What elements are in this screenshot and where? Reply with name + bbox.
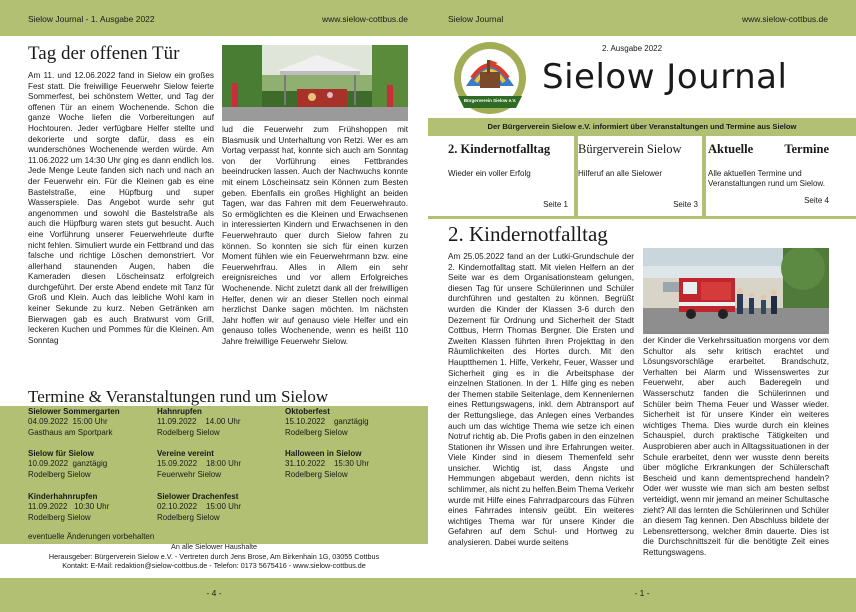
- left-header-band: [0, 0, 428, 36]
- right-article-col1: [448, 252, 634, 576]
- left-article-title: Tag der offenen Tür: [28, 43, 180, 64]
- event-date-time: 15.09.2022 18:00 Uhr: [157, 459, 242, 469]
- left-footer-band: [0, 578, 428, 612]
- event-item: [28, 407, 153, 449]
- right-article-title: 2. Kindernotfalltag: [448, 222, 608, 246]
- event-place: Rodelberg Sielow: [157, 427, 220, 437]
- event-place: Rodelberg Sielow: [28, 512, 91, 522]
- teaser-page: Seite 3: [673, 200, 698, 209]
- masthead: Sielow Journal: [542, 57, 788, 97]
- teaser-title: Bürgerverein Sielow: [578, 142, 682, 156]
- events-column-1: [28, 407, 153, 523]
- event-place: Rodelberg Sielow: [157, 512, 220, 522]
- right-header-band: [428, 0, 856, 36]
- event-item: [285, 407, 410, 449]
- event-name: Vereine vereint: [157, 449, 214, 458]
- left-article-col2-text: lud die Feuerwehr zum Frühshoppen mit Blasmusik und Unterhaltung von Retzi. Wer es am Vortag verpasst hat, konnte sich auch am Sonntag von der Vorführung eines Fettbrandes beeindrucken lassen. Auch der Nachwuchs konnte mit einem Löscheinsatz sein Können zum Besten geben. Ebenfalls ein großes Highlight an beiden Tagen, war das Fahren mit dem Feuerwehrauto. So ermöglichten es die Kleinen und Erwachsenen in interessierten Kindern und Erwachsenen in den Feuerwehrauto quer durch Sielow fahren zu können. So konnten sie sich für einen kurzen Moment fühlen wie ein Feuerwehrmann bzw. eine Feuerwehrfrau. Alles in Allem ein sehr ereignisreiches und vor allem Erfolgreiches Wochenende. Nicht zuletzt dank all der freiwilligen Helfer, denen wir an dieser Stellen noch einmal herzlichst Danke sagen möchten. Im nächsten Jahr hoffen wir auf genauso viele Helfer und ein genauso tolles Wochenende, wenn es heißt 110 Jahre freiwillige Feuerwehr Sielow.: [222, 125, 408, 346]
- event-name: Oktoberfest: [285, 407, 330, 416]
- left-footer: [0, 542, 428, 571]
- footer-line-2: Kontakt: E-Mail: redaktion@sielow-cottbus.de - Telefon: 0173 5675416 - www.sielow-cottbus.de: [62, 561, 366, 570]
- event-date-time: 10.09.2022 ganztägig: [28, 459, 108, 469]
- events-column-2: [157, 407, 282, 523]
- event-item: [28, 492, 153, 523]
- footer-line-0: An alle Sielower Haushalte: [171, 542, 257, 551]
- event-name: Sielower Drachenfest: [157, 492, 239, 501]
- event-date-time: 02.10.2022 15:00 Uhr: [157, 502, 242, 512]
- right-article-col2: [643, 336, 829, 576]
- event-name: Halloween in Sielow: [285, 449, 362, 458]
- teaser-title: Aktuelle Termine: [708, 142, 829, 156]
- left-page-number: - 4 -: [206, 588, 222, 598]
- right-footer-band: [428, 578, 856, 612]
- teaser-box-2[interactable]: [578, 142, 700, 214]
- teaser-page: Seite 1: [543, 200, 568, 209]
- teaser-text: Wieder ein voller Erfolg: [448, 169, 531, 178]
- event-item: [28, 449, 153, 492]
- event-item: [157, 407, 282, 449]
- issue-label: 2. Ausgabe 2022: [602, 44, 663, 53]
- tagline: Der Bürgerverein Sielow e.V. informiert über Veranstaltungen und Termine aus Sielow: [487, 122, 797, 131]
- event-place: Feuerwehr Sielow: [157, 469, 222, 479]
- event-place: Rodelberg Sielow: [285, 427, 348, 437]
- event-name: Sielower Sommergarten: [28, 407, 120, 416]
- teaser-text: Hilferuf an alle Sielower: [578, 169, 663, 178]
- teaser-box-1[interactable]: [448, 142, 570, 214]
- event-place: Rodelberg Sielow: [28, 469, 91, 479]
- tagline-band: [428, 118, 856, 136]
- left-header-title: Sielow Journal - 1. Ausgabe 2022: [28, 14, 155, 24]
- event-item: [285, 449, 410, 480]
- right-article-col1-text: Am 25.05.2022 fand an der Lutki-Grundschule der 2. Kindernotfalltag statt. Mit vielen Helfern an der Seite war es dem Organisationsteam gelungen, diesen Tag für unsere Schülerinnen und Schüler durchführen und gestalten zu können. Begrüßt wurden die Kinder der Klassen 3-6 durch den Dezernent für Ordnung und Sicherheit der Stadt Cottbus, Herrn Thomas Bergner. Die Ersten und Zweiten Klassen führten ihren Projekttag in den Räumlichkeiten des Hortes durch. Mit den Hauptthemen 1. Hilfe, Verkehr, Feuer, Wasser und Sicherheit ging es in die Arbeitsphase der einzelnen Stationen. In der 1. Hilfe ging es neben der Themen stabile Seitenlage, dem Kennenlernen eines Rettungswagens, inkl. dem Abtransport auf der Rettungsliege, das Anlegen eines Verbandes auch um das wichtige Thema wie setze ich einen Notruf richtig ab. Die Profis gaben in den einzelnen Stationen ihr Wissen und ihre Erfahrungen weiter. Viele Kinder sind in diesem Themenfeld sehr unsicher. Wichtig ist, dass Ängste und Hemmungen abgebaut werden, denn nichts ist schlimmer, als nicht zu helfen.Beim Thema Verkehr wurde mit Hilfe eines Fahrradparcours das Führen eines Fahrrades intensiv geübt. Ein weiteres wichtiges Thema war für unsere Kinder die Gefahren auf dem Schul- und Hortweg zu analysieren. Dabei wurde seitens: [448, 252, 634, 548]
- teaser-box-3[interactable]: [708, 142, 829, 214]
- open-day-photo: [222, 45, 408, 121]
- teaser-bottom-rule: [428, 216, 856, 219]
- event-name: Kinderhahnrupfen: [28, 492, 98, 501]
- left-article-col2: [222, 125, 408, 379]
- footer-line-1: Herausgeber: Bürgerverein Sielow e.V. - Vertreten durch Jens Brose, Am Birkenhain 1G, 03055 Cottbus: [48, 551, 380, 561]
- event-item: [157, 449, 282, 492]
- right-page-number: - 1 -: [634, 588, 650, 598]
- teaser-divider: [702, 136, 706, 216]
- teaser-text: Alle aktuellen Termine und Veranstaltungen rund um Sielow.: [708, 169, 825, 188]
- events-column-3: [285, 407, 410, 480]
- buergerverein-logo: [450, 38, 530, 116]
- event-place: Rodelberg Sielow: [285, 469, 348, 479]
- event-place: Gasthaus am Sportpark: [28, 427, 113, 437]
- left-article-col1-text: Am 11. und 12.06.2022 fand in Sielow ein großes Fest statt. Die freiwillige Feuerwehr Sielow feierte Sommerfest, bei schönstem Wetter, und Tag der offenen Tür an einem Wochenende. Schon die ganze Woche liefen die Vorbereitungen auf Hochtouren. Jeder verfügbare Helfer stellte und dekorierte und sorgte dafür, dass es ein wunderschönes Wochenende werden würde. Am 11.06.2022 um 14:30 Uhr ging es dann endlich los. Jede Menge Leute fanden sich nach und nach an der Feuerwehr ein. Für die Kleinen gab es eine Bastelstraße, eine Hüpfburg und super Wasserspiele. Das Angebot wurde sehr gut angenommen und sowohl die Bastelstraße als auch die Hüpfburg waren stets gut besucht. Auch eine Vorführung unserer Feuerwehrleute durfte nicht fehlen. Simuliert wurde ein Fettbrand und das falsche und richtige Löschen demonstriert. Vor allerhand staunenden Augen, haben die Kameraden diesen Löscheinsatz erfolgreich durchgeführt. Der erste Abend endete mit Tanz für Groß und Klein. Auch das leibliche Wohl kam in keiner Sekunde zu kurz. Neben Getränken am Bierwagen gab es auch Bratwurst vom Grill, leckeren Kuchen und Pommes für die Kleinen. Am Sonntag: [28, 71, 214, 345]
- events-title: Termine & Veranstaltungen rund um Sielow: [28, 387, 329, 406]
- left-article-col1: [28, 71, 214, 379]
- right-article-col2-text: der Kinder die Verkehrssituation morgens vor dem Schultor als sehr kritisch erachtet und Lösungsvorschläge erarbeitet. Brandschutz, Verhalten bei Alarm und Wissenswertes zur Feuerwehr, aber auch Baderegeln und Wasserschutz fanden die Schülerinnen und Schüler beim Thema Feuer und Wasser wieder. Sicherheit ist für unsere Kinder ein weiteres wichtiges Thema. Dies wurde durch ein kleines Schauspiel, durch praktische Tätigkeiten und Ausprobieren aber auch in Alltagssituationen in der Schule erarbeitet, denn wer wusste denn bereits über mögliche Erkrankungen der Schülerschaft Bescheid und kann dementsprechend handeln? Oder wer wusste wie man sich am besten selbst verteidigt, wenn mir jemand an meiner Schultasche zieht? All das lernten die Schülerinnen und Schüler an diesem Tag kennen. Den Abschluss bildete der Lebensrettersong, welcher 8min dauerte. Dies ist die Durchschnittszeit für die benötigte Zeit eines Rettungswagens.: [643, 336, 829, 557]
- logo-text: Bürgerverein Sielow e.V.: [463, 98, 517, 103]
- events-note: eventuelle Änderungen vorbehalten: [28, 532, 155, 541]
- teaser-title: 2. Kindernotfalltag: [448, 142, 551, 156]
- fire-truck-photo: [643, 248, 829, 334]
- event-date-time: 04.09.2022 15:00 Uhr: [28, 417, 108, 427]
- event-date-time: 31.10.2022 15:30 Uhr: [285, 459, 370, 469]
- teaser-page: Seite 4: [804, 196, 829, 205]
- event-name: Sielow für Sielow: [28, 449, 94, 458]
- left-header-url[interactable]: www.sielow-cottbus.de: [322, 14, 408, 24]
- event-item: [157, 492, 282, 523]
- event-date-time: 15.10.2022 ganztägig: [285, 417, 369, 427]
- right-header-title: Sielow Journal: [448, 14, 504, 24]
- event-date-time: 11.09.2022 10:30 Uhr: [28, 502, 110, 512]
- right-header-url[interactable]: www.sielow-cottbus.de: [742, 14, 828, 24]
- event-date-time: 11.09.2022 14.00 Uhr: [157, 417, 241, 427]
- event-name: Hahnrupfen: [157, 407, 202, 416]
